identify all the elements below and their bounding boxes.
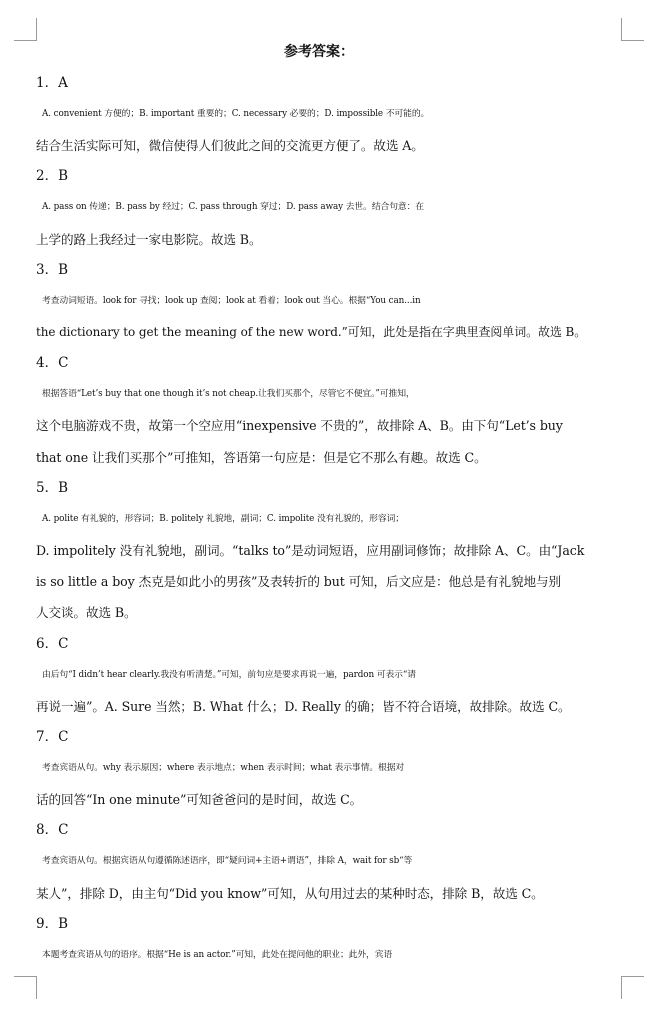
crop-mark-top-left xyxy=(14,18,37,41)
answer-item xyxy=(36,473,592,629)
answer-item xyxy=(36,255,592,348)
explanation-line: that one 让我们买那个”可推知，答语第一句应是：但是它不那么有趣。故选 C。 xyxy=(36,449,487,465)
crop-mark-top-right xyxy=(621,18,644,41)
answer-explanation xyxy=(36,99,592,161)
explanation-line: 考查宾语从句。why 表示原因；where 表示地点；when 表示时间；what 表示事情。根据对 xyxy=(42,763,405,774)
explanation-line: 考查动词短语。look for 寻找；look up 查阅；look at 看着；look out 当心。根据“You can...in xyxy=(42,295,421,306)
explanation-line: the dictionary to get the meaning of the new word.”可知，此处是指在字典里查阅单词。故选 B。 xyxy=(36,325,587,340)
explanation-line: 这个电脑游戏不贵，故第一个空应用“inexpensive 不贵的”，故排除 A、B。由下句“Let’s buy xyxy=(36,418,563,434)
answer-explanation xyxy=(36,192,592,254)
answer-explanation xyxy=(36,846,592,908)
crop-mark-bottom-left xyxy=(14,976,37,999)
answer-number: 6．C xyxy=(36,635,69,652)
answer-explanation xyxy=(36,660,592,722)
explanation-line: D. impolitely 没有礼貌地，副词。“talks to”是动词短语，应用副词修饰；故排除 A、C。由“Jack xyxy=(36,543,585,559)
answer-number: 3．B xyxy=(36,261,69,278)
answer-explanation xyxy=(36,940,592,971)
answer-item xyxy=(36,909,592,971)
explanation-line: A. convenient 方便的；B. important 重要的；C. necessary 必要的；D. impossible 不可能的。 xyxy=(42,109,430,119)
document-page xyxy=(36,40,592,971)
explanation-line: 由后句“I didn’t hear clearly.我没有听清楚。”可知，前句应是要求再说一遍，pardon 可表示“请 xyxy=(42,669,416,680)
answer-item xyxy=(36,348,592,473)
answer-explanation xyxy=(36,753,592,815)
answer-item xyxy=(36,815,592,908)
answer-item xyxy=(36,722,592,815)
answer-number: 7．C xyxy=(36,729,69,746)
answer-number: 9．B xyxy=(36,915,69,932)
answer-item xyxy=(36,629,592,722)
explanation-line: 上学的路上我经过一家电影院。故选 B。 xyxy=(36,231,262,247)
answer-number: 8．C xyxy=(36,822,69,839)
explanation-line: 话的回答“In one minute”可知爸爸问的是时间，故选 C。 xyxy=(36,792,363,808)
answer-list xyxy=(36,68,592,971)
explanation-line: 本题考查宾语从句的语序。根据“He is an actor.”可知，此处在提问他的职业；此外，宾语 xyxy=(42,949,393,960)
answer-number: 1．A xyxy=(36,75,68,91)
page-title: 参考答案： xyxy=(284,44,354,60)
answer-number: 4．C xyxy=(36,355,69,372)
answer-item xyxy=(36,68,592,161)
answer-explanation xyxy=(36,286,592,348)
explanation-line: 人交谈。故选 B。 xyxy=(36,605,137,621)
explanation-line: is so little a boy 杰克是如此小的男孩”及表转折的 but 可知，后文应是：他总是有礼貌地与别 xyxy=(36,574,561,590)
crop-mark-bottom-right xyxy=(621,976,644,999)
answer-explanation xyxy=(36,379,592,473)
answer-number: 5．B xyxy=(36,479,69,496)
explanation-line: A. pass on 传递；B. pass by 经过；C. pass through 穿过；D. pass away 去世。结合句意：在 xyxy=(42,202,424,213)
explanation-line: 考查宾语从句。根据宾语从句遵循陈述语序，即“疑问词+主语+谓语”，排除 A，wait for sb“等 xyxy=(42,856,413,867)
explanation-line: 再说一遍”。A. Sure 当然；B. What 什么；D. Really 的确；皆不符合语境，故排除。故选 C。 xyxy=(36,698,571,714)
explanation-line: A. polite 有礼貌的，形容词；B. politely 礼貌地，副词；C. impolite 没有礼貌的，形容词； xyxy=(42,513,404,524)
explanation-line: 结合生活实际可知，微信使得人们彼此之间的交流更方便了。故选 A。 xyxy=(36,138,424,154)
answer-explanation xyxy=(36,504,592,629)
answer-item xyxy=(36,161,592,254)
explanation-line: 根据答语“Let’s buy that one though it’s not cheap.让我们买那个，尽管它不便宜。”可推知， xyxy=(42,389,415,400)
explanation-line: 某人”，排除 D，由主句“Did you know”可知，从句用过去的某种时态，排除 B，故选 C。 xyxy=(36,885,544,901)
answer-number: 2．B xyxy=(36,168,69,185)
